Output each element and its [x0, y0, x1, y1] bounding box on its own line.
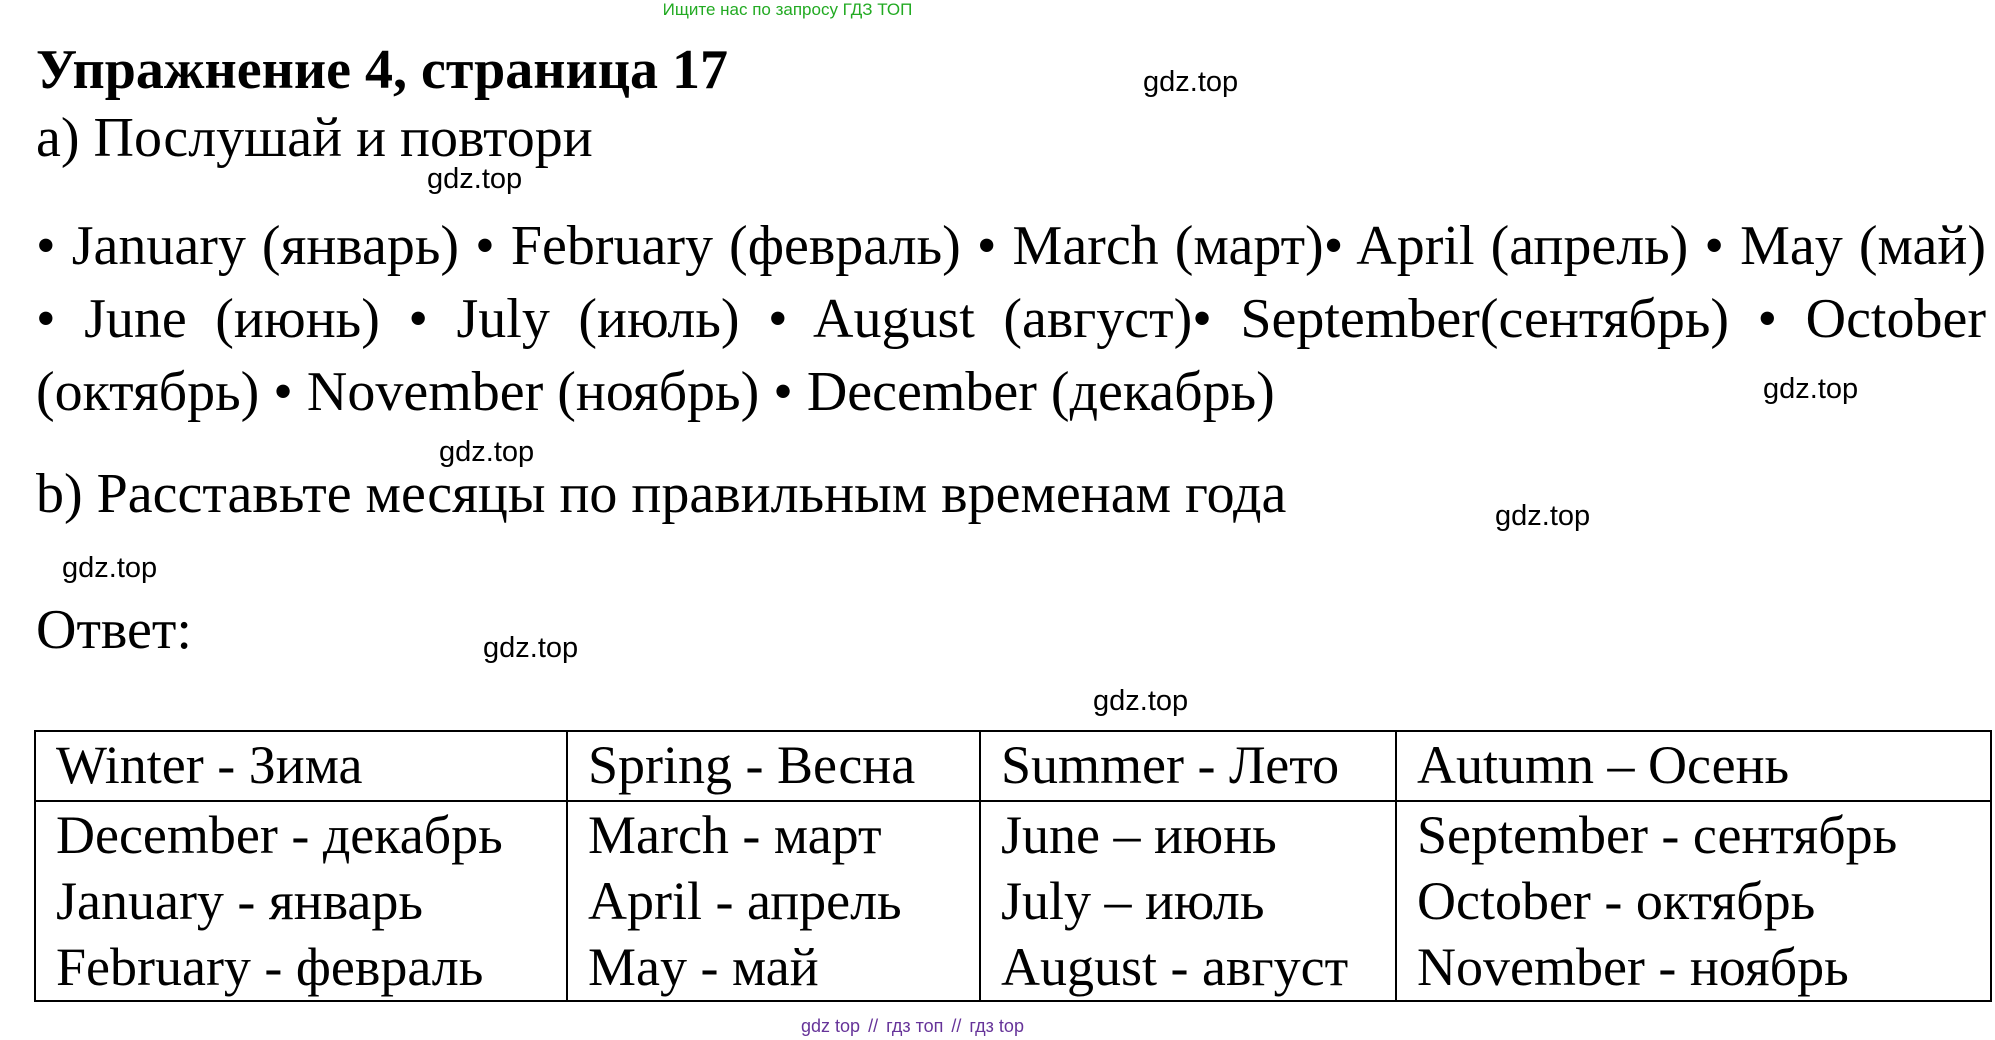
month-entry: August - август — [1001, 937, 1349, 997]
month-entry: May - май — [588, 937, 819, 997]
table-row — [35, 801, 1991, 1001]
header-summer: Summer - Лето — [980, 731, 1396, 801]
table-header-row — [35, 731, 1991, 801]
header-winter: Winter - Зима — [35, 731, 567, 801]
month-entry: December - декабрь — [56, 805, 503, 865]
month-entry: March - март — [588, 805, 882, 865]
month-entry: April - апрель — [588, 871, 902, 931]
bottom-link[interactable]: гдз top — [969, 1016, 1024, 1036]
top-banner: Ищите нас по запросу ГДЗ ТОП — [662, 0, 913, 19]
watermark: gdz.top — [62, 552, 158, 584]
seasons-table — [34, 730, 1992, 1002]
header-autumn: Autumn – Осень — [1396, 731, 1991, 801]
month-entry: January - январь — [56, 871, 424, 931]
watermark: gdz.top — [1143, 66, 1239, 98]
winter-months-cell — [35, 801, 567, 1001]
separator: // — [951, 1016, 962, 1036]
month-entry: September - сентябрь — [1417, 805, 1898, 865]
spring-months-cell — [567, 801, 980, 1001]
watermark: gdz.top — [483, 632, 579, 664]
month-entry: February - февраль — [56, 937, 484, 997]
bottom-link[interactable]: gdz top — [801, 1016, 861, 1036]
watermark: gdz.top — [1495, 500, 1591, 532]
watermark: gdz.top — [427, 163, 523, 195]
header-spring: Spring - Весна — [567, 731, 980, 801]
watermark: gdz.top — [439, 436, 535, 468]
watermark: gdz.top — [1093, 685, 1189, 717]
bottom-link[interactable]: гдз топ — [886, 1016, 944, 1036]
separator: // — [868, 1016, 879, 1036]
month-entry: July – июль — [1001, 871, 1265, 931]
task-a-heading: a) Послушай и повтори — [36, 107, 593, 169]
page-title: Упражнение 4, страница 17 — [36, 39, 729, 101]
summer-months-cell — [980, 801, 1396, 1001]
watermark: gdz.top — [1763, 373, 1859, 405]
months-paragraph: • January (январь) • February (февраль) • March (март)• April (апрель) • May (май) • June (июнь) • July (июль) • August (август)• September(сентябрь) • October (октябрь) • November (ноябрь) • December (декабрь) — [36, 215, 1986, 423]
month-entry: October - октябрь — [1417, 871, 1816, 931]
bottom-links — [0, 1016, 1910, 1037]
month-entry: November - ноябрь — [1417, 937, 1849, 997]
month-entry: June – июнь — [1001, 805, 1277, 865]
task-b-heading: b) Расставьте месяцы по правильным временам года — [36, 463, 1287, 525]
autumn-months-cell — [1396, 801, 1991, 1001]
answer-label: Ответ: — [36, 599, 192, 661]
